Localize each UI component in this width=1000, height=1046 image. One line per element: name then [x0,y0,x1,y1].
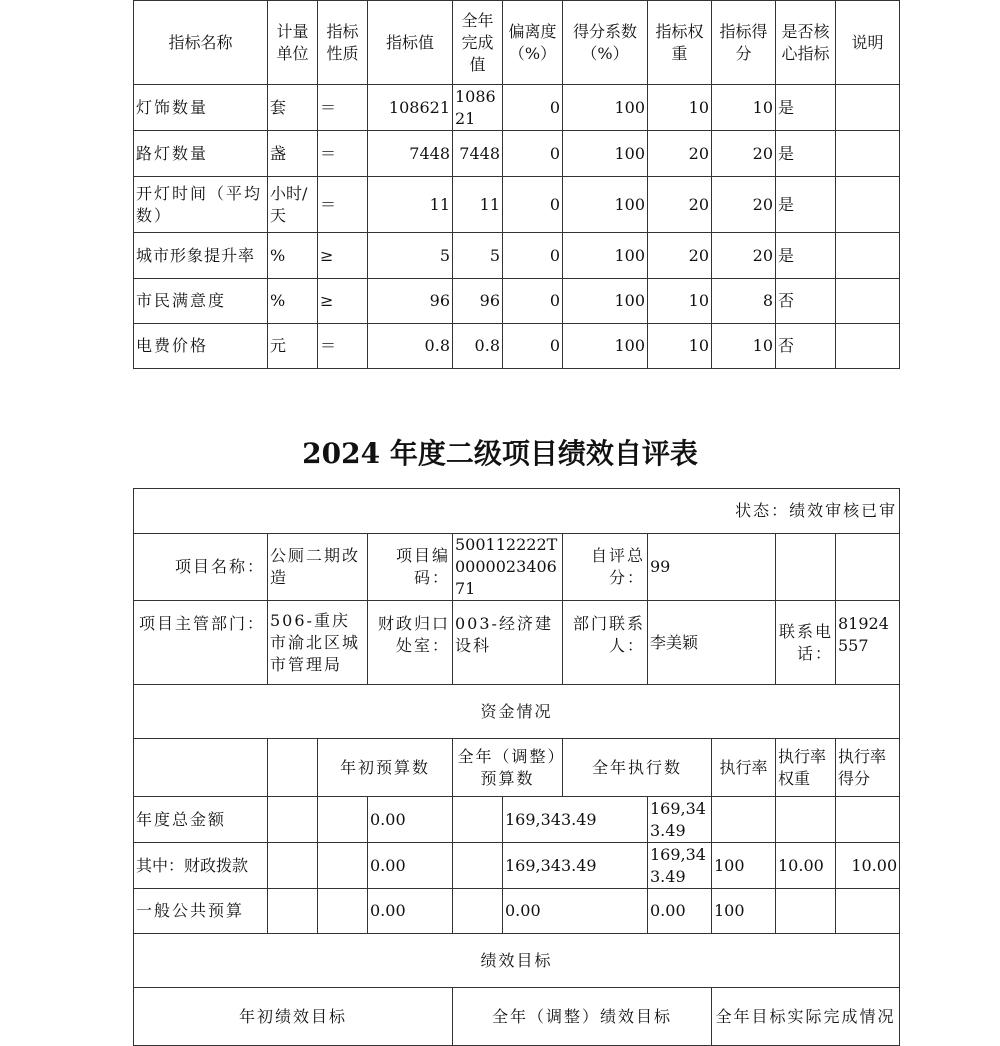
funds-adjusted: 0.00 [503,889,648,934]
header-coef: 得分系数（%） [563,1,648,85]
indicator-nature: ＝ [318,131,368,177]
empty-cell [134,739,268,797]
indicator-target: 11 [368,177,453,233]
indicator-note [836,177,900,233]
table-row [134,843,900,889]
funds-initial: 0.00 [368,843,453,889]
indicator-coef: 100 [563,324,648,369]
dept-value: 506-重庆市渝北区城市管理局 [268,601,368,685]
funds-score [836,797,900,843]
funds-heading-row [134,685,900,739]
project-name-label: 项目名称： [134,534,268,601]
empty-cell [268,843,318,889]
indicator-target: 108621 [368,85,453,131]
funds-weight [776,797,836,843]
indicator-note [836,131,900,177]
empty-cell [318,797,368,843]
funds-executed: 0.00 [648,889,712,934]
total-score: 99 [648,534,776,601]
header-target: 指标值 [368,1,453,85]
funds-header-initial: 年初预算数 [318,739,453,797]
empty-cell [318,889,368,934]
finance-value: 003-经济建设科 [453,601,563,685]
funds-score [836,889,900,934]
funds-rate: 100 [712,843,776,889]
indicator-weight: 20 [648,177,712,233]
phone-label: 联系电话： [776,601,836,685]
project-code: 500112222T000002340671 [453,534,563,601]
indicator-name: 开灯时间（平均数） [134,177,268,233]
header-note: 说明 [836,1,900,85]
indicator-target: 96 [368,279,453,324]
indicator-name: 市民满意度 [134,279,268,324]
indicator-unit: 套 [268,85,318,131]
indicator-coef: 100 [563,131,648,177]
header-weight: 指标权重 [648,1,712,85]
indicator-coef: 100 [563,177,648,233]
empty-cell [453,843,503,889]
indicator-deviation: 0 [503,85,563,131]
contact-label: 部门联系人： [563,601,648,685]
indicator-target: 7448 [368,131,453,177]
phone-value: 81924557 [836,601,900,685]
indicator-note [836,233,900,279]
page-title: 2024 年度二级项目绩效自评表 [302,437,698,470]
funds-row-label: 其中：财政拨款 [134,843,268,889]
goals-header-row [134,988,900,1046]
indicator-actual: 0.8 [453,324,503,369]
indicator-actual: 96 [453,279,503,324]
indicator-nature: ＝ [318,324,368,369]
funds-row-label: 一般公共预算 [134,889,268,934]
funds-rate [712,797,776,843]
funds-adjusted: 169,343.49 [503,843,648,889]
empty-cell [268,797,318,843]
indicator-score: 8 [712,279,776,324]
indicator-deviation: 0 [503,324,563,369]
empty-cell [836,534,900,601]
header-unit: 计量单位 [268,1,318,85]
indicator-unit: 小时/天 [268,177,318,233]
funds-initial: 0.00 [368,797,453,843]
indicator-core: 是 [776,177,836,233]
indicator-actual: 7448 [453,131,503,177]
contact-value: 李美颖 [648,601,776,685]
funds-score: 10.00 [836,843,900,889]
goals-header-adjusted: 全年（调整）绩效目标 [453,988,712,1046]
indicator-name: 电费价格 [134,324,268,369]
indicator-target: 5 [368,233,453,279]
header-actual: 全年完成值 [453,1,503,85]
header-nature: 指标性质 [318,1,368,85]
indicator-nature: ≥ [318,279,368,324]
funds-header-rate: 执行率 [712,739,776,797]
table-row [134,131,900,177]
table-row [134,324,900,369]
funds-adjusted: 169,343.49 [503,797,648,843]
funds-executed: 169,343.49 [648,843,712,889]
indicator-actual: 5 [453,233,503,279]
department-row [134,601,900,685]
project-name: 公厕二期改造 [268,534,368,601]
table-row [134,797,900,843]
indicator-unit: % [268,279,318,324]
finance-label: 财政归口处室： [368,601,453,685]
funds-row-label: 年度总金额 [134,797,268,843]
indicator-score: 20 [712,177,776,233]
indicator-actual: 11 [453,177,503,233]
indicator-target: 0.8 [368,324,453,369]
funds-rate: 100 [712,889,776,934]
funds-header-weight: 执行率权重 [776,739,836,797]
indicator-score: 10 [712,324,776,369]
goals-header-actual: 全年目标实际完成情况 [712,988,900,1046]
indicator-table [133,0,900,369]
status-text: 状态：绩效审核已审 [134,489,900,534]
indicator-note [836,324,900,369]
funds-executed: 169,343.49 [648,797,712,843]
table-row [134,233,900,279]
funds-initial: 0.00 [368,889,453,934]
indicator-nature: ＝ [318,177,368,233]
funds-header-adjusted: 全年（调整）预算数 [453,739,563,797]
indicator-core: 否 [776,324,836,369]
total-score-label: 自评总分： [563,534,648,601]
evaluation-table [133,488,900,1046]
indicator-name: 路灯数量 [134,131,268,177]
funds-weight [776,889,836,934]
empty-cell [776,534,836,601]
indicator-core: 否 [776,279,836,324]
indicator-core: 是 [776,85,836,131]
table-row [134,177,900,233]
status-row [134,489,900,534]
indicator-score: 10 [712,85,776,131]
indicator-nature: ≥ [318,233,368,279]
indicator-weight: 10 [648,279,712,324]
table-row [134,889,900,934]
indicator-coef: 100 [563,279,648,324]
indicator-weight: 10 [648,324,712,369]
goals-heading-row [134,934,900,988]
indicator-score: 20 [712,131,776,177]
funds-header-score: 执行率得分 [836,739,900,797]
goals-heading: 绩效目标 [134,934,900,988]
empty-cell [268,739,318,797]
table-row [134,279,900,324]
indicator-weight: 20 [648,131,712,177]
indicator-unit: 元 [268,324,318,369]
goals-header-initial: 年初绩效目标 [134,988,453,1046]
indicator-name: 灯饰数量 [134,85,268,131]
indicator-unit: 盏 [268,131,318,177]
project-code-label: 项目编码： [368,534,453,601]
indicator-coef: 100 [563,233,648,279]
funds-weight: 10.00 [776,843,836,889]
indicator-note [836,279,900,324]
header-score: 指标得分 [712,1,776,85]
header-indicator-name: 指标名称 [134,1,268,85]
header-deviation: 偏离度（%） [503,1,563,85]
header-core: 是否核心指标 [776,1,836,85]
empty-cell [453,797,503,843]
funds-header-row [134,739,900,797]
indicator-header-row [134,1,900,85]
indicator-note [836,85,900,131]
indicator-core: 是 [776,233,836,279]
indicator-name: 城市形象提升率 [134,233,268,279]
indicator-deviation: 0 [503,131,563,177]
empty-cell [318,843,368,889]
indicator-deviation: 0 [503,177,563,233]
indicator-weight: 20 [648,233,712,279]
indicator-coef: 100 [563,85,648,131]
dept-label: 项目主管部门： [134,601,268,685]
indicator-core: 是 [776,131,836,177]
indicator-unit: % [268,233,318,279]
indicator-actual: 108621 [453,85,503,131]
indicator-nature: ＝ [318,85,368,131]
indicator-weight: 10 [648,85,712,131]
indicator-score: 20 [712,233,776,279]
indicator-deviation: 0 [503,279,563,324]
empty-cell [268,889,318,934]
table-row [134,85,900,131]
empty-cell [453,889,503,934]
project-row [134,534,900,601]
indicator-deviation: 0 [503,233,563,279]
funds-header-executed: 全年执行数 [563,739,712,797]
funds-heading: 资金情况 [134,685,900,739]
